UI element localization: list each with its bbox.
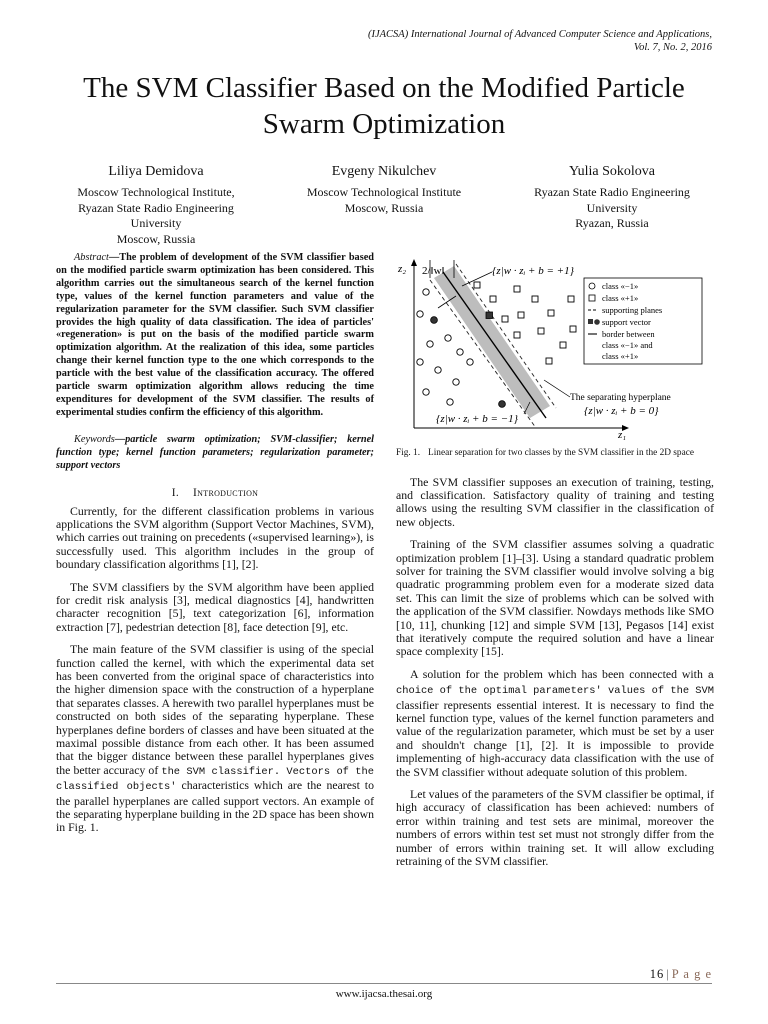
author-name: Liliya Demidova [108, 164, 204, 179]
section-number: I. [171, 486, 180, 499]
class-plus-point [538, 328, 544, 334]
paragraph: Training of the SVM classifier assumes solving a quadratic optimization problem [1]–[3]. Using a standard quadratic problem solver for training the SVM classifier would involve solving a big quadratic programming problem even for a moderate sized data set. This can limit the size of problems which can be solved with the application of the SVM classifier. Nowdays methods like SMO [10, 11], chunking [12] and simple SVM [13], Pegasos [14] exist that iteratively compute the required solution and have a linear space complexity [15]. [396, 537, 714, 659]
paragraph: Currently, for the different classification problems in various applications the SVM algorithm (Support Vector Machines, SVM), which carries out training on precedents («supervised learning»), is successfully used. This algorithm includes in the group of boundary classification algorithms [1], [2]. [56, 503, 374, 572]
legend-item: class «+1» [602, 293, 639, 303]
class-plus-point [502, 316, 508, 322]
affiliation-line: Moscow, Russia [116, 231, 196, 246]
footer-url: www.ijacsa.thesai.org [335, 988, 433, 1000]
paragraph: The SVM classifiers by the SVM algorithm have been applied for credit risk analysis [3], medical diagnostics [4], handwritten character recognition [5], text categorization [6], information extraction [7], pedestrian detection [8], face detection [9], etc. [56, 579, 374, 634]
legend-item: class «−1» and [602, 340, 653, 350]
affiliation-line: University [130, 216, 182, 230]
class-plus-point [490, 296, 496, 302]
section-heading-introduction [56, 487, 374, 499]
paragraph-text: The main feature of the SVM classifier is using of the special function called the kernel, with which the experimental data set has been converted from the original space of characteristics into the higher dimension space with the construction of a hyperplane that separates classes. A herewith two parallel hyperplanes must be constructed on both sides of the separating hyperplane. These hyperplanes define borders of classes and have been situated at the maximal possible distance from each other. It has been assumed that the bigger distance between these parallel hyperplanes gives the better accuracy of [56, 642, 374, 777]
paragraph-text: characteristics which are the nearest to the parallel hyperplanes are called support vectors. An example of the separating hyperplane building in the 2D space has been shown in Fig. 1. [56, 778, 374, 835]
affiliation-line: Moscow, Russia [344, 200, 424, 215]
paragraph [396, 668, 714, 779]
class-plus-point [548, 310, 554, 316]
class-minus-point [435, 367, 441, 373]
figure-legend [584, 278, 702, 364]
author-name: Yulia Sokolova [569, 164, 655, 179]
class-minus-point [467, 359, 473, 365]
class-minus-point [423, 289, 429, 295]
figure-caption [396, 448, 714, 460]
separating-hyperplane-pointer [544, 380, 570, 397]
supporting-plane-plus [456, 264, 556, 408]
page-num: 16 [649, 967, 665, 981]
author-1 [46, 163, 266, 247]
keywords-text: —particle swarm optimization; SVM-classifier; kernel function type; kernel function parameters; regularization parameter; support vectors [56, 433, 374, 471]
paragraph-text: classifier represents essential interest. It is necessary to find the kernel function type, values of the kernel function parameters and value of the regularization parameter, which must be set by a user and shouldn't change [1], [2]. It is impossible to provide implementing of high-accuracy data classification with the use of the SVM classifier without adequate solution of this problem. [396, 697, 714, 779]
legend-item: border between [602, 329, 655, 339]
figure-1 [396, 252, 714, 442]
class-plus-point [518, 312, 524, 318]
paragraph: Let values of the parameters of the SVM classifier be optimal, if high accuracy of classification has been achieved: numbers of error within training and test sets are minimal, moreover the numbers of errors within test set must not strongly differ from the number of errors within training set. It will allow excluding retraining of the SVM classifier. [396, 787, 715, 869]
abstract [56, 252, 374, 420]
right-column [396, 252, 714, 877]
y-axis-arrow [411, 259, 417, 266]
class-minus-point [445, 335, 451, 341]
section-title: Introduction [193, 486, 259, 499]
legend-filled-square-icon [588, 319, 593, 324]
paragraph-text-mono: the SVM classifier. Vectors of the classified objects' [56, 765, 374, 794]
left-column [56, 252, 374, 844]
class-minus-point [453, 379, 459, 385]
class-minus-point [457, 349, 463, 355]
legend-item: support vector [602, 317, 651, 327]
class-minus-point [427, 341, 433, 347]
affiliation-line: Ryazan State Radio Engineering [78, 200, 234, 215]
keywords-label: Keywords [74, 433, 115, 445]
plus-plane-equation: {z|w · zᵢ + b = +1} [492, 265, 574, 277]
class-minus-point [417, 359, 423, 365]
journal-header [368, 28, 712, 54]
margin-label: 2/‖w‖ [422, 265, 445, 277]
legend-filled-circle-icon [594, 319, 600, 325]
affiliation-line: Ryazan, Russia [575, 216, 649, 230]
author-2 [274, 163, 494, 247]
affiliation-line: Moscow Technological Institute, [77, 185, 235, 199]
author-affiliation [46, 185, 266, 247]
paragraph: The SVM classifier supposes an execution of training, testing, and classification. Satisfactory quality of training and testing allows using the resulting SVM classifier in the classification of new objects. [396, 474, 714, 529]
svm-diagram [396, 252, 714, 442]
class-plus-point [568, 296, 574, 302]
class-plus-point [514, 286, 520, 292]
class-plus-point [532, 296, 538, 302]
y-axis-label: z₂ [398, 263, 407, 275]
page-number [650, 967, 712, 982]
x-axis-label: z₁ [618, 429, 627, 441]
affiliation-line: University [586, 200, 638, 215]
abstract-text: —The problem of development of the SVM classifier based on the modified particle swarm optimization has been considered. This algorithm carries out the simultaneous search of the kernel function type, values of the kernel function parameters and value of the regularization parameter for the SVM classifier. Such SVM classifier provides the high quality of data classification. The idea of particles' «regeneration» is put on the basis of the modified particle swarm optimization algorithm. At the realization of this idea, some particles change their kernel function type to the one which corresponds to the particle with the best value of the classification accuracy. The offered particle swarm optimization algorithm allows reducing the time expenditures for development of the SVM classifier. The results of experimental studies confirm the efficiency of this algorithm. [56, 252, 374, 418]
legend-item: supporting planes [602, 305, 663, 315]
title-line-2: Swarm Optimization [262, 108, 506, 140]
paragraph [56, 643, 374, 835]
legend-item: class «+1» [602, 351, 639, 361]
class-minus-point [417, 311, 423, 317]
supporting-plane-minus [430, 280, 536, 428]
separating-hyperplane-label: The separating hyperplane [570, 393, 671, 403]
caption-text: Linear separation for two classes by the SVM classifier in the 2D space [428, 448, 694, 458]
paragraph-text: A solution for the problem which has been connected with [410, 666, 708, 681]
journal-name: (IJACSA) International Journal of Advanced Computer Science and Applications, [367, 29, 712, 40]
author-affiliation [274, 185, 494, 216]
minus-plane-equation: {z|w · zᵢ + b = −1} [436, 413, 518, 425]
separating-hyperplane [443, 272, 546, 418]
class-plus-point [514, 332, 520, 338]
class-plus-point [546, 358, 552, 364]
page-separator: | [666, 967, 670, 981]
paper-title [40, 70, 728, 142]
author-name: Evgeny Nikulchev [331, 164, 437, 179]
class-plus-point [570, 326, 576, 332]
paragraph-text-mono: a choice of the optimal parameters' values of the SVM [396, 669, 715, 698]
author-block [46, 163, 722, 247]
affiliation-line: Ryazan State Radio Engineering [534, 185, 690, 199]
support-vector-minus [431, 317, 438, 324]
author-3 [502, 163, 722, 247]
support-vector-plus [486, 312, 493, 319]
legend-item: class «−1» [602, 281, 639, 291]
class-minus-point [447, 399, 453, 405]
footer-divider [56, 983, 712, 984]
plus-plane-pointer [462, 272, 492, 286]
title-line-1: The SVM Classifier Based on the Modified Particle [83, 72, 685, 104]
class-minus-point [423, 389, 429, 395]
abstract-label: Abstract [74, 252, 109, 263]
keywords [56, 434, 374, 473]
page-word: P a g e [671, 967, 712, 981]
caption-label: Fig. 1. [396, 448, 421, 458]
class-plus-point [560, 342, 566, 348]
zero-plane-equation: {z|w · zᵢ + b = 0} [584, 405, 659, 417]
journal-volume: Vol. 7, No. 2, 2016 [633, 42, 712, 53]
affiliation-line: Moscow Technological Institute [306, 185, 462, 199]
class-plus-point [474, 282, 480, 288]
author-affiliation [502, 185, 722, 232]
support-vector-minus [499, 401, 506, 408]
